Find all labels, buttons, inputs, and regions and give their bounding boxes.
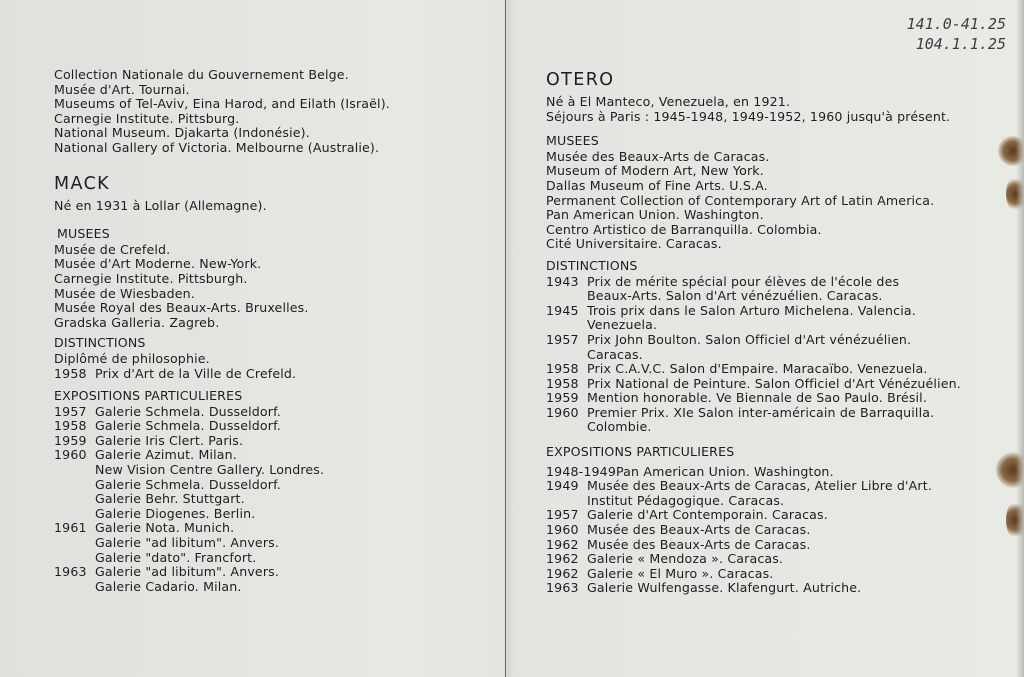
list-item [546,333,1006,348]
entry-year: 1945 [546,302,579,318]
list-item [54,419,494,434]
entry-text: Galerie Behr. Stuttgart. [95,491,245,507]
entry-year: 1963 [54,564,87,580]
entry-text: Prix John Boulton. Salon Officiel d'Art vénézuélien. [587,331,912,347]
list-item-continuation [546,318,1006,333]
list-item-continuation [546,494,1006,509]
entry-year [54,536,95,551]
list-item [546,581,1006,596]
list-item [546,523,1006,538]
list-item [54,367,494,382]
exposition-year: 1948-1949 [546,463,616,479]
entry-year: 1960 [546,522,579,538]
distinctions-list [54,352,494,381]
left-column [54,68,494,594]
entry-year: 1962 [546,536,579,552]
entry-year: 1958 [54,418,87,434]
list-item: Musée d'Art Moderne. New-York. [54,256,262,272]
list-item: Carnegie Institute. Pittsburgh. [54,270,248,286]
list-item [546,508,1006,523]
entry-text: Prix de mérite spécial pour élèves de l'école des [587,273,900,289]
list-item [546,479,1006,494]
entry-text: Galerie "ad libitum". Anvers. [95,535,280,551]
list-item [546,406,1006,421]
list-item: Gradska Galleria. Zagreb. [54,314,220,330]
list-item [54,434,494,449]
entry-year: 1957 [546,507,579,523]
expositions-heading: EXPOSITIONS PARTICULIERES [546,444,735,460]
entry-year: 1958 [546,375,579,391]
entry-text: Galerie Schmela. Dusseldorf. [95,418,281,434]
musees-list [54,243,494,331]
entry-text: Galerie Wulfengasse. Klafengurt. Autriche. [587,580,862,596]
exposition-text: Pan American Union. Washington. [616,463,834,479]
entry-year: 1957 [546,331,579,347]
entry-text: Musée des Beaux-Arts de Caracas. [587,536,811,552]
entry-text: Galerie Iris Clert. Paris. [95,432,244,448]
distinctions-heading: DISTINCTIONS [54,335,146,351]
list-item [54,507,494,522]
right-column [546,70,1006,596]
handwritten-line: 141.0-41.25 [906,15,1006,33]
list-item [54,580,494,595]
entry-year: 1959 [54,432,87,448]
list-item [546,362,1006,377]
entry-year: 1960 [546,404,579,420]
list-item: Musée Royal des Beaux-Arts. Bruxelles. [54,300,309,316]
expositions-rows [546,479,1006,596]
entry-year: 1957 [54,403,87,419]
list-item [54,551,494,566]
list-item: Musée des Beaux-Arts de Caracas. [546,148,770,164]
distinction-year: 1958 [54,365,87,381]
entry-year: 1960 [54,447,87,463]
entry-text-continued: Institut Pédagogique. Caracas. [587,492,785,508]
entry-text: Galerie "ad libitum". Anvers. [95,564,280,580]
artist-sejours: Séjours à Paris : 1945-1948, 1949-1952, 1960 jusqu'à présent. [546,108,951,124]
entry-text: Mention honorable. Ve Biennale de Sao Paulo. Brésil. [587,390,927,406]
collection-line: Museums of Tel-Aviv, Eina Harod, and Eilath (Israël). [54,96,390,112]
list-item: Musée de Wiesbaden. [54,285,195,301]
list-item [546,304,1006,319]
list-item: Musée de Crefeld. [54,241,171,257]
musees-heading: MUSEES [57,226,110,242]
list-item [54,405,494,420]
entry-year: 1962 [546,551,579,567]
collection-line: Collection Nationale du Gouvernement Belge. [54,67,349,82]
entry-text: Galerie Azimut. Milan. [95,447,237,463]
entry-year: 1959 [546,390,579,406]
page-edge-shadow [1016,0,1024,677]
list-item: Dallas Museum of Fine Arts. U.S.A. [546,177,768,193]
entry-text: Galerie « Mendoza ». Caracas. [587,551,784,567]
entry-year [54,463,95,478]
entry-year: 1943 [546,273,579,289]
collection-line: Musée d'Art. Tournai. [54,81,190,97]
entry-year [54,551,95,566]
list-item [54,536,494,551]
artist-birth: Né à El Manteco, Venezuela, en 1921. [546,94,791,109]
list-item [54,521,494,536]
list-item-continuation [546,289,1006,304]
entry-year: 1963 [546,580,579,596]
entry-text: Prix C.A.V.C. Salon d'Empaire. Maracaïbo. Venezuela. [587,361,928,377]
handwritten-note [907,14,1006,54]
entry-text: Musée des Beaux-Arts de Caracas, Atelier Libre d'Art. [587,478,932,494]
entry-text: New Vision Centre Gallery. Londres. [95,462,325,478]
list-item-continuation [546,348,1006,363]
right-page [506,0,1024,677]
intro-collections [54,68,494,156]
list-item: Centro Artistico de Barranquilla. Colombia. [546,221,822,237]
entry-year: 1958 [546,361,579,377]
entry-text: Galerie Schmela. Dusseldorf. [95,476,281,492]
musees-heading: MUSEES [546,133,599,149]
left-page [0,0,505,677]
list-item [546,377,1006,392]
entry-text-continued: Beaux-Arts. Salon d'Art vénézuélien. Caracas. [587,288,883,304]
list-item: Permanent Collection of Contemporary Art of Latin America. [546,192,935,208]
entry-text: Galerie d'Art Contemporain. Caracas. [587,507,828,523]
distinctions-heading: DISTINCTIONS [546,257,638,273]
entry-year [54,478,95,493]
entry-year [54,492,95,507]
expositions-list [546,465,1006,596]
entry-year [54,580,95,595]
list-item [546,391,1006,406]
list-item: Pan American Union. Washington. [546,207,764,223]
entry-year: 1961 [54,520,87,536]
expositions-list [54,405,494,595]
list-item [54,463,494,478]
artist-name-otero: OTERO [546,70,615,90]
entry-text: Prix National de Peinture. Salon Officiel d'Art Vénézuélien. [587,375,961,391]
distinctions-list [546,275,1006,436]
list-item: Museum of Modern Art, New York. [546,163,764,179]
list-item [546,275,1006,290]
handwritten-line: 104.1.1.25 [915,35,1006,53]
entry-text-continued: Colombie. [587,419,652,435]
distinction-text: Prix d'Art de la Ville de Crefeld. [95,365,297,381]
list-item [54,352,494,367]
entry-year: 1949 [546,478,579,494]
artist-name-mack: MACK [54,173,111,194]
entry-text: Trois prix dans le Salon Arturo Michelena. Valencia. [587,302,916,318]
entry-text: Galerie Cadario. Milan. [95,578,242,594]
entry-text: Galerie Diogenes. Berlin. [95,505,256,521]
entry-text-continued: Venezuela. [587,317,658,333]
list-item [54,492,494,507]
entry-year: 1962 [546,565,579,581]
list-item-continuation [546,420,1006,435]
entry-text-continued: Caracas. [587,346,643,362]
collection-line: National Museum. Djakarta (Indonésie). [54,125,310,141]
list-item [54,478,494,493]
list-item [546,465,1006,480]
collection-line: National Gallery of Victoria. Melbourne (Australie). [54,139,380,155]
expositions-heading: EXPOSITIONS PARTICULIERES [54,388,243,404]
list-item [54,565,494,580]
artist-birth: Né en 1931 à Lollar (Allemagne). [54,197,267,213]
entry-text: Galerie Schmela. Dusseldorf. [95,403,281,419]
entry-text: Galerie "dato". Francfort. [95,549,257,565]
entry-text: Galerie « El Muro ». Caracas. [587,565,774,581]
list-item [546,538,1006,553]
list-item: Cité Universitaire. Caracas. [546,236,722,252]
collection-line: Carnegie Institute. Pittsburg. [54,110,240,126]
entry-year [54,507,95,522]
entry-text: Premier Prix. XIe Salon inter-américain de Barraquilla. [587,404,935,420]
entry-text: Musée des Beaux-Arts de Caracas. [587,522,811,538]
list-item [546,567,1006,582]
list-item [54,448,494,463]
musees-list [546,150,1006,252]
entry-text: Galerie Nota. Munich. [95,520,235,536]
list-item [546,552,1006,567]
distinction-text: Diplômé de philosophie. [54,350,210,366]
